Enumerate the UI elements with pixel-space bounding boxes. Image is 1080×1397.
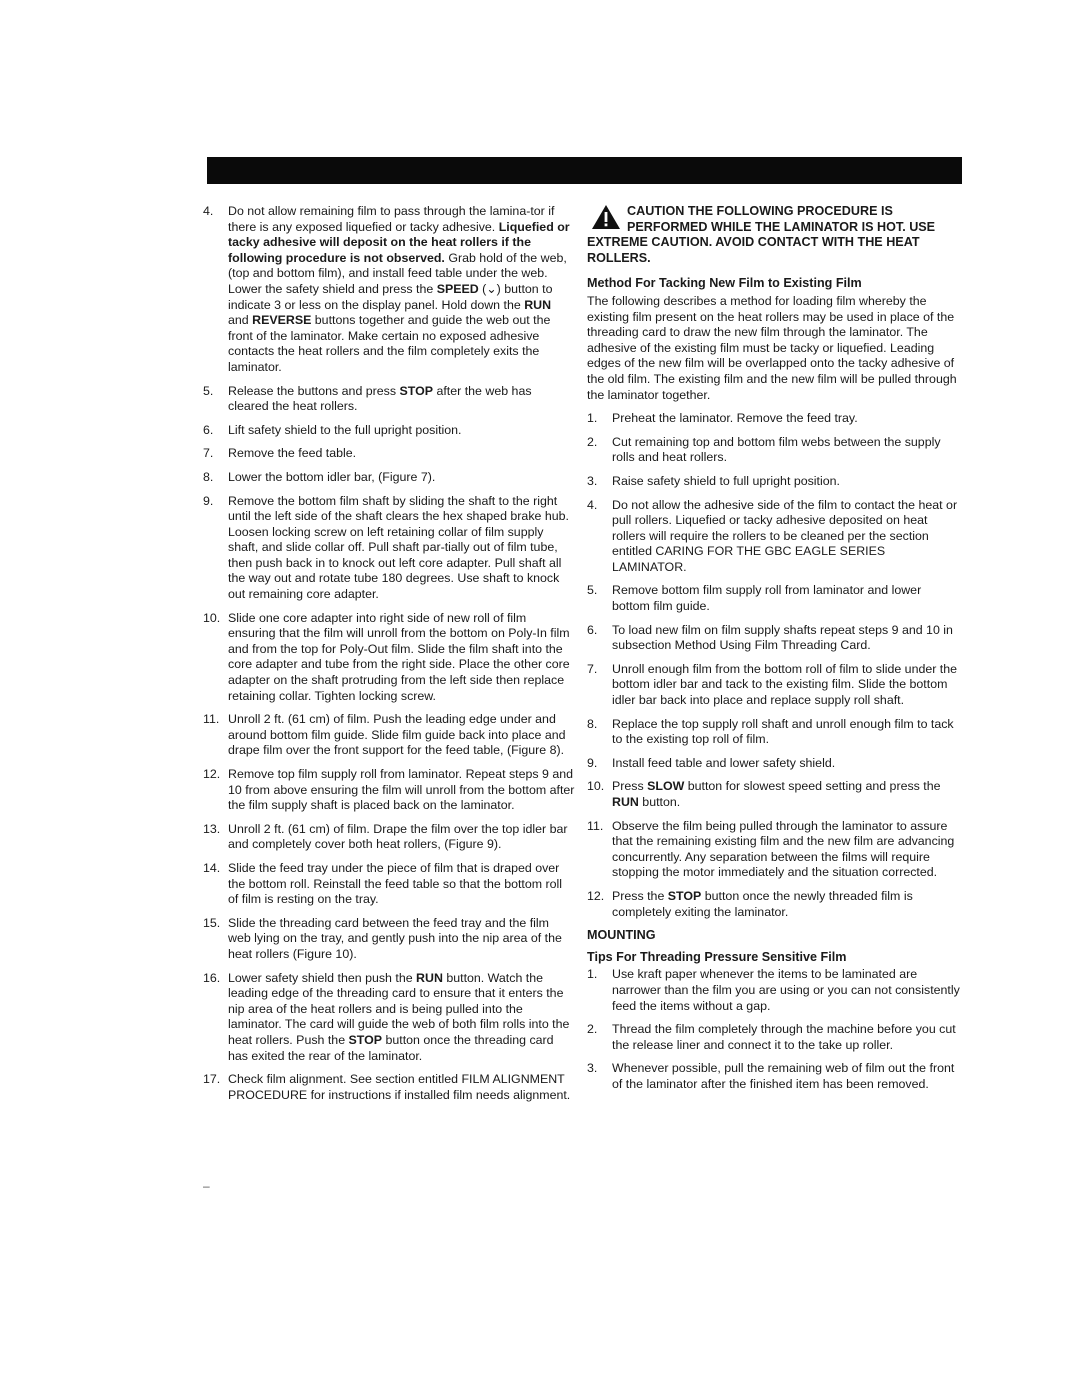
step-number: 11. xyxy=(587,818,604,833)
step-item xyxy=(203,916,575,963)
step-item xyxy=(587,623,962,654)
step-number: 7. xyxy=(587,661,598,676)
step-item xyxy=(587,411,962,427)
step-text-bold: SLOW xyxy=(647,779,685,794)
header-bar xyxy=(207,157,962,184)
step-number: 10. xyxy=(203,610,221,625)
step-text: Install feed table and lower safety shield. xyxy=(612,755,836,770)
step-item xyxy=(587,662,962,709)
step-number: 13. xyxy=(203,821,221,836)
step-number: 7. xyxy=(203,446,214,461)
step-number: 9. xyxy=(203,493,214,508)
step-number: 1. xyxy=(587,967,598,982)
step-text: (⌄) button to indicate 3 or less on the display panel. Hold down the xyxy=(228,281,553,312)
tips-steps-list xyxy=(587,967,962,1092)
mounting-heading: MOUNTING xyxy=(587,928,656,943)
step-item xyxy=(587,819,962,881)
step-text: Do not allow the adhesive side of the film to contact the heat or pull rollers. Liquefied or tacky adhesive deposited on heat rollers will require the rollers to be cleaned per the section entitled CARING FOR THE GBC EAGLE SERIES LAMINATOR. xyxy=(612,497,958,574)
step-text: and xyxy=(228,313,253,328)
step-text: Remove bottom film supply roll from laminator and lower bottom film guide. xyxy=(612,583,922,614)
step-item xyxy=(203,767,575,814)
step-text: Observe the film being pulled through the laminator to assure that the remaining existing film and the new film are advancing concurrently. Any separation between the films will require stopping the motor immediately and the situation corrected. xyxy=(612,818,955,880)
step-text-bold: STOP xyxy=(399,383,434,398)
left-steps-list xyxy=(203,204,575,1103)
step-text: Preheat the laminator. Remove the feed tray. xyxy=(612,411,858,426)
step-number: 2. xyxy=(587,1022,598,1037)
step-text: Thread the film completely through the machine before you cut the release liner and connect it to the take up roller. xyxy=(612,1022,956,1052)
step-text: Lift safety shield to the full upright position. xyxy=(228,422,462,437)
step-number: 3. xyxy=(587,473,598,488)
step-number: 5. xyxy=(203,383,214,398)
step-number: 11. xyxy=(203,712,220,727)
step-text: Slide the feed tray under the piece of film that is draped over the bottom roll. Reinstall the feed table so that the bottom roll of film is resting on the tray. xyxy=(228,860,563,907)
step-text-bold: STOP xyxy=(667,888,702,903)
step-text-bold: Liquefied or tacky adhesive will deposit on the heat rollers if the following procedure is not observed. xyxy=(228,219,570,265)
step-text: Remove the bottom film shaft by sliding the shaft to the right until the left side of the shaft clears the hex shaped brake hub. Loosen locking screw on left retaining collar of film supply shaft, and slide collar off. Pull shaft par-tially out of film tube, then push back in to knock out left core adapter. Pull shaft all the way out and rotate tube 180 degrees. Use shaft to knock out remaining core adapter. xyxy=(228,493,569,602)
step-item xyxy=(203,971,575,1065)
step-item xyxy=(203,470,575,486)
step-text: button. Watch the leading edge of the threading card to ensure that it enters the nip area of the heat rollers and is being pulled into the laminator. The card will guide the web of both film rolls into the heat rollers. Push the xyxy=(228,970,570,1047)
step-number: 2. xyxy=(587,434,598,449)
step-text-bold: STOP xyxy=(348,1032,383,1047)
step-item xyxy=(587,1022,962,1053)
step-text: button once the threading card has exited the rear of the laminator. xyxy=(228,1032,554,1063)
step-text: Do not allow remaining film to pass through the lamina-tor if there is any exposed liquefied or tacky adhesive. xyxy=(228,204,555,234)
step-text: Check film alignment. See section entitled FILM ALIGNMENT PROCEDURE for instructions if installed film needs alignment. xyxy=(228,1072,571,1102)
step-number: 8. xyxy=(203,469,214,484)
step-number: 12. xyxy=(203,767,221,781)
step-text: Replace the top supply roll shaft and unroll enough film to tack to the existing top roll of film. xyxy=(612,716,954,747)
step-number: 4. xyxy=(587,497,598,512)
method-intro: The following describes a method for loading film whereby the existing film present on the heat rollers may be used in place of the threading card to draw the new film through the laminator. The adhesive of the existing film must be tacky or liquefied. Leading edges of the new film will be overlapped onto the tacky adhesive of the old film. The existing film and the new film will be pulled through the laminator together. xyxy=(587,293,957,402)
step-number: 4. xyxy=(203,204,214,218)
step-number: 3. xyxy=(587,1061,598,1076)
method-steps-list xyxy=(587,411,962,920)
step-text: Raise safety shield to full upright position. xyxy=(612,473,840,488)
step-item xyxy=(587,474,962,490)
right-column xyxy=(587,204,962,1101)
step-item xyxy=(203,446,575,462)
step-text: Lower safety shield then push the xyxy=(228,970,417,985)
step-item xyxy=(203,204,575,376)
step-text: Remove top film supply roll from laminator. Repeat steps 9 and 10 from above ensuring the film will unroll from the bottom after the film supply shaft is placed back on the laminator. xyxy=(228,767,575,813)
step-text: Cut remaining top and bottom film webs between the supply rolls and heat rollers. xyxy=(612,434,941,465)
step-number: 16. xyxy=(203,970,221,985)
step-text-bold: RUN xyxy=(524,297,552,312)
step-item xyxy=(203,423,575,439)
step-text: Release the buttons and press xyxy=(228,383,400,398)
step-text: Slide the threading card between the feed tray and the film web lying on the tray, and gently push into the nip area of the heat rollers (Figure 10). xyxy=(228,915,562,961)
tips-heading: Tips For Threading Pressure Sensitive Film xyxy=(587,949,847,964)
step-item xyxy=(203,494,575,603)
step-text: Unroll 2 ft. (61 cm) of film. Drape the film over the top idler bar and completely cover both heat rollers, (Figure 9). xyxy=(228,821,568,852)
step-number: 6. xyxy=(203,422,214,437)
caution-text: CAUTION THE FOLLOWING PROCEDURE IS PERFORMED WHILE THE LAMINATOR IS HOT. USE EXTREME CAUTION. AVOID CONTACT WITH THE HEAT ROLLERS. xyxy=(587,204,936,265)
step-text: button for slowest speed setting and press the xyxy=(684,779,941,794)
step-number: 5. xyxy=(587,583,598,598)
step-item xyxy=(203,861,575,908)
step-text: buttons together and guide the web out the front of the laminator. Make certain no exposed adhesive contacts the heat rollers and the film completely exits the laminator. xyxy=(228,313,551,374)
step-item xyxy=(587,498,962,576)
step-text: button. xyxy=(638,795,681,809)
step-item xyxy=(587,756,962,772)
step-text: Unroll 2 ft. (61 cm) of film. Push the leading edge under and around bottom film guide. Slide film guide back into place and drape film over the front support for the feed table, (Figure 8). xyxy=(228,712,566,758)
step-number: 15. xyxy=(203,915,221,930)
step-item xyxy=(587,435,962,466)
step-item xyxy=(587,967,962,1014)
step-item xyxy=(587,889,962,920)
step-item xyxy=(203,384,575,415)
step-number: 12. xyxy=(587,888,605,903)
left-column xyxy=(203,204,575,1111)
step-text-bold: REVERSE xyxy=(252,313,312,328)
step-item xyxy=(203,822,575,853)
step-text: To load new film on film supply shafts repeat steps 9 and 10 in subsection Method Using Film Threading Card. xyxy=(612,622,953,653)
step-text: after the web has cleared the heat rollers. xyxy=(228,383,532,414)
step-text: Grab hold of the web, (top and bottom film), and install feed table under the web. Lower the safety shield and press the xyxy=(228,250,567,296)
step-number: 9. xyxy=(587,755,598,770)
step-text: Press xyxy=(612,779,648,794)
step-text: button once the newly threaded film is completely exiting the laminator. xyxy=(612,888,913,919)
caution-notice xyxy=(587,204,962,266)
step-item xyxy=(203,1072,575,1103)
step-item xyxy=(203,712,575,759)
step-text: Lower the bottom idler bar, (Figure 7). xyxy=(228,469,436,484)
step-number: 6. xyxy=(587,622,598,637)
step-text: Whenever possible, pull the remaining web of film out the front of the laminator after the finished item has been removed. xyxy=(612,1061,955,1091)
step-text: Use kraft paper whenever the items to be laminated are narrower than the film you are using or you can not consistently feed the items without a gap. xyxy=(612,967,960,1013)
step-text-bold: RUN xyxy=(416,970,443,985)
step-text: Remove the feed table. xyxy=(228,446,357,461)
warning-icon xyxy=(591,204,621,230)
step-text: Unroll enough film from the bottom roll of film to slide under the bottom idler bar and tack to the existing film. Slide the bottom idler bar back into place and replace supply roll shaft. xyxy=(612,661,958,708)
step-text-bold: SPEED xyxy=(436,281,479,296)
step-text-bold: RUN xyxy=(612,795,639,809)
step-item xyxy=(203,611,575,705)
step-number: 10. xyxy=(587,779,605,794)
step-number: 8. xyxy=(587,716,598,731)
step-item xyxy=(587,779,962,810)
step-item xyxy=(587,1061,962,1092)
step-number: 1. xyxy=(587,411,598,426)
step-text: Press the xyxy=(612,888,668,903)
step-item xyxy=(587,717,962,748)
step-number: 17. xyxy=(203,1072,221,1087)
step-text: Slide one core adapter into right side of new roll of film ensuring that the film will unroll from the bottom on Poly-In film and from the top for Poly-Out film. Slide the film shaft into the core adapter and tube from the right side. Place the other core adapter on the shaft protruding from the left side then replace retaining collar. Tighten locking screw. xyxy=(228,610,570,703)
step-number: 14. xyxy=(203,860,221,875)
step-item xyxy=(587,583,962,614)
footer-mark: – xyxy=(203,1179,210,1193)
method-heading: Method For Tacking New Film to Existing Film xyxy=(587,276,862,291)
